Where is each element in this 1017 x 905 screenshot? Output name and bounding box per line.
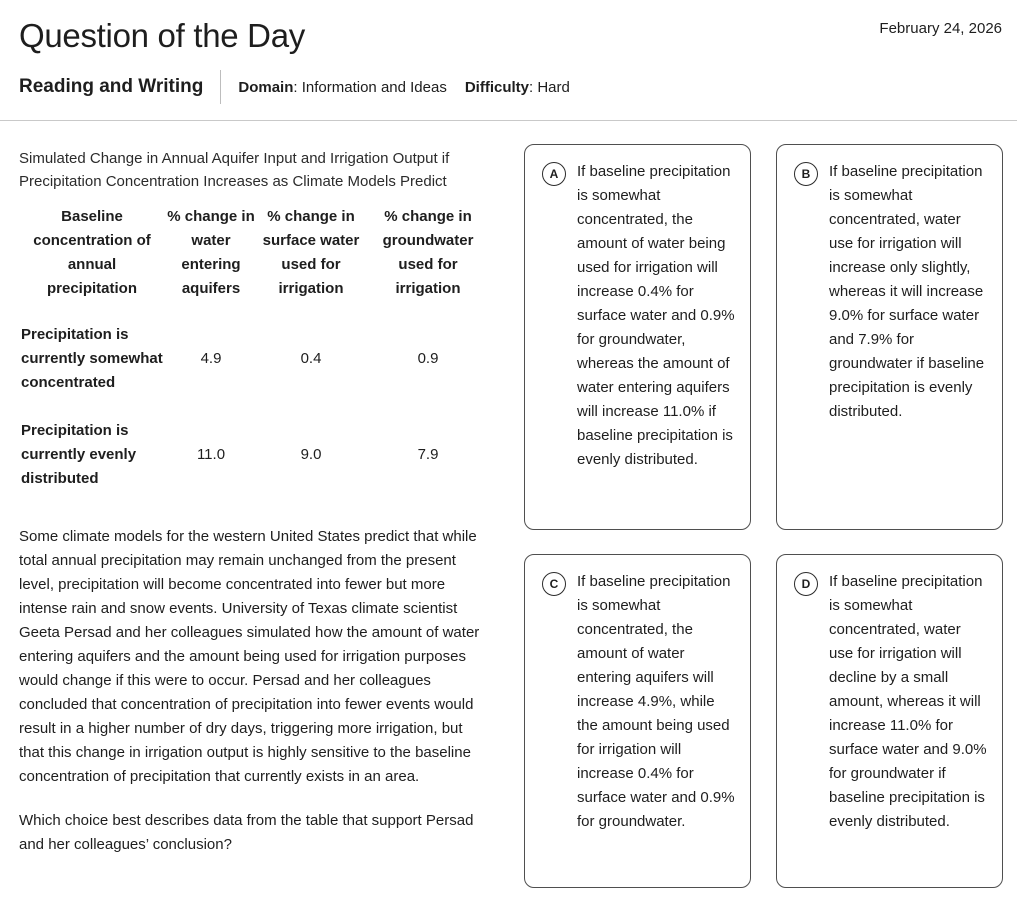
- choice-b-letter-badge: B: [794, 162, 818, 186]
- table-cell: 7.9: [417, 446, 439, 463]
- answer-choices: [524, 144, 1003, 888]
- difficulty-separator: :: [529, 78, 538, 96]
- difficulty-meta: [465, 79, 570, 96]
- table-cell: 4.9: [200, 350, 222, 367]
- table-cell: 11.0: [196, 446, 226, 463]
- table-cell: 9.0: [300, 446, 322, 463]
- choice-d[interactable]: [776, 554, 1003, 888]
- stimulus-column: [19, 147, 491, 857]
- date-label: February 24, 2026: [879, 20, 1002, 37]
- table-cell: 0.4: [300, 350, 322, 367]
- table-header-groundwater: % change in groundwater used for irrigation: [382, 208, 474, 297]
- passage-text: Some climate models for the western United States predict that while total annual precipitation may remain unchanged from the present level, precipitation will become concentrated into fewer but more intense rain and snow events. University of Texas climate scientist Geeta Persad and her colleagues simulated how the amount of water entering aquifers and the amount being used for irrigation purposes would change if this were to occur. Persad and her colleagues concluded that concentration of precipitation into fewer events would result in a higher number of dry days, triggering more irrigation, but that this change in irrigation output is highly sensitive to the baseline concentration of precipitation that currently exists in an area.: [19, 528, 480, 785]
- data-table: [19, 205, 491, 503]
- table-header-aquifers: % change in water entering aquifers: [167, 208, 255, 297]
- choice-c-text: If baseline precipitation is somewhat concentrated, the amount of water entering aquifers will increase 4.9%, while the amount being used for irrigation will increase 0.4% for surface water and 0.9% for groundwater.: [577, 573, 735, 830]
- domain-label: Domain: [238, 78, 294, 96]
- row-label-evenly-distributed: Precipitation is currently evenly distributed: [21, 422, 137, 487]
- table-header-surface-water: % change in surface water used for irrigation: [262, 208, 360, 297]
- choice-d-letter-badge: D: [794, 572, 818, 596]
- domain-separator: :: [293, 78, 302, 96]
- meta-row: [19, 70, 1017, 104]
- choice-c-letter-badge: C: [542, 572, 566, 596]
- choice-a-text: If baseline precipitation is somewhat concentrated, the amount of water being used for irrigation will increase 0.4% for surface water and 0.9% for groundwater, whereas the amount of water entering aquifers will increase 11.0% if baseline precipitation is evenly distributed.: [577, 163, 735, 468]
- table-cell: 0.9: [417, 350, 439, 367]
- domain-meta: [238, 79, 446, 96]
- question-text: Which choice best describes data from the table that support Persad and her colleagues’ conclusion?: [19, 812, 474, 853]
- table-header-baseline: Baseline concentration of annual precipitation: [33, 208, 151, 297]
- table-header-row: [19, 205, 491, 311]
- table-row: [19, 407, 491, 503]
- difficulty-label: Difficulty: [464, 78, 529, 96]
- table-row: [19, 311, 491, 407]
- choice-a[interactable]: [524, 144, 751, 530]
- choice-b[interactable]: [776, 144, 1003, 530]
- section-label: Reading and Writing: [19, 76, 204, 97]
- row-label-somewhat-concentrated: Precipitation is currently somewhat concentrated: [21, 326, 163, 391]
- difficulty-value: Hard: [537, 78, 570, 96]
- header-divider: [0, 120, 1017, 121]
- table-title: Simulated Change in Annual Aquifer Input and Irrigation Output if Precipitation Concentration Increases as Climate Models Predict: [19, 150, 450, 190]
- choice-b-text: If baseline precipitation is somewhat concentrated, water use for irrigation will increase only slightly, whereas it will increase 9.0% for surface water and 7.9% for groundwater if baseline precipitation is evenly distributed.: [829, 163, 985, 420]
- page-title: Question of the Day: [19, 17, 305, 54]
- choice-c[interactable]: [524, 554, 751, 888]
- page-header: [0, 0, 1017, 56]
- choice-a-letter-badge: A: [542, 162, 566, 186]
- choice-d-text: If baseline precipitation is somewhat concentrated, water use for irrigation will decline by a small amount, whereas it will increase 11.0% for surface water and 9.0% for groundwater if baseline precipitation is evenly distributed.: [829, 573, 987, 830]
- domain-value: Information and Ideas: [301, 78, 447, 96]
- vertical-divider: [220, 70, 221, 104]
